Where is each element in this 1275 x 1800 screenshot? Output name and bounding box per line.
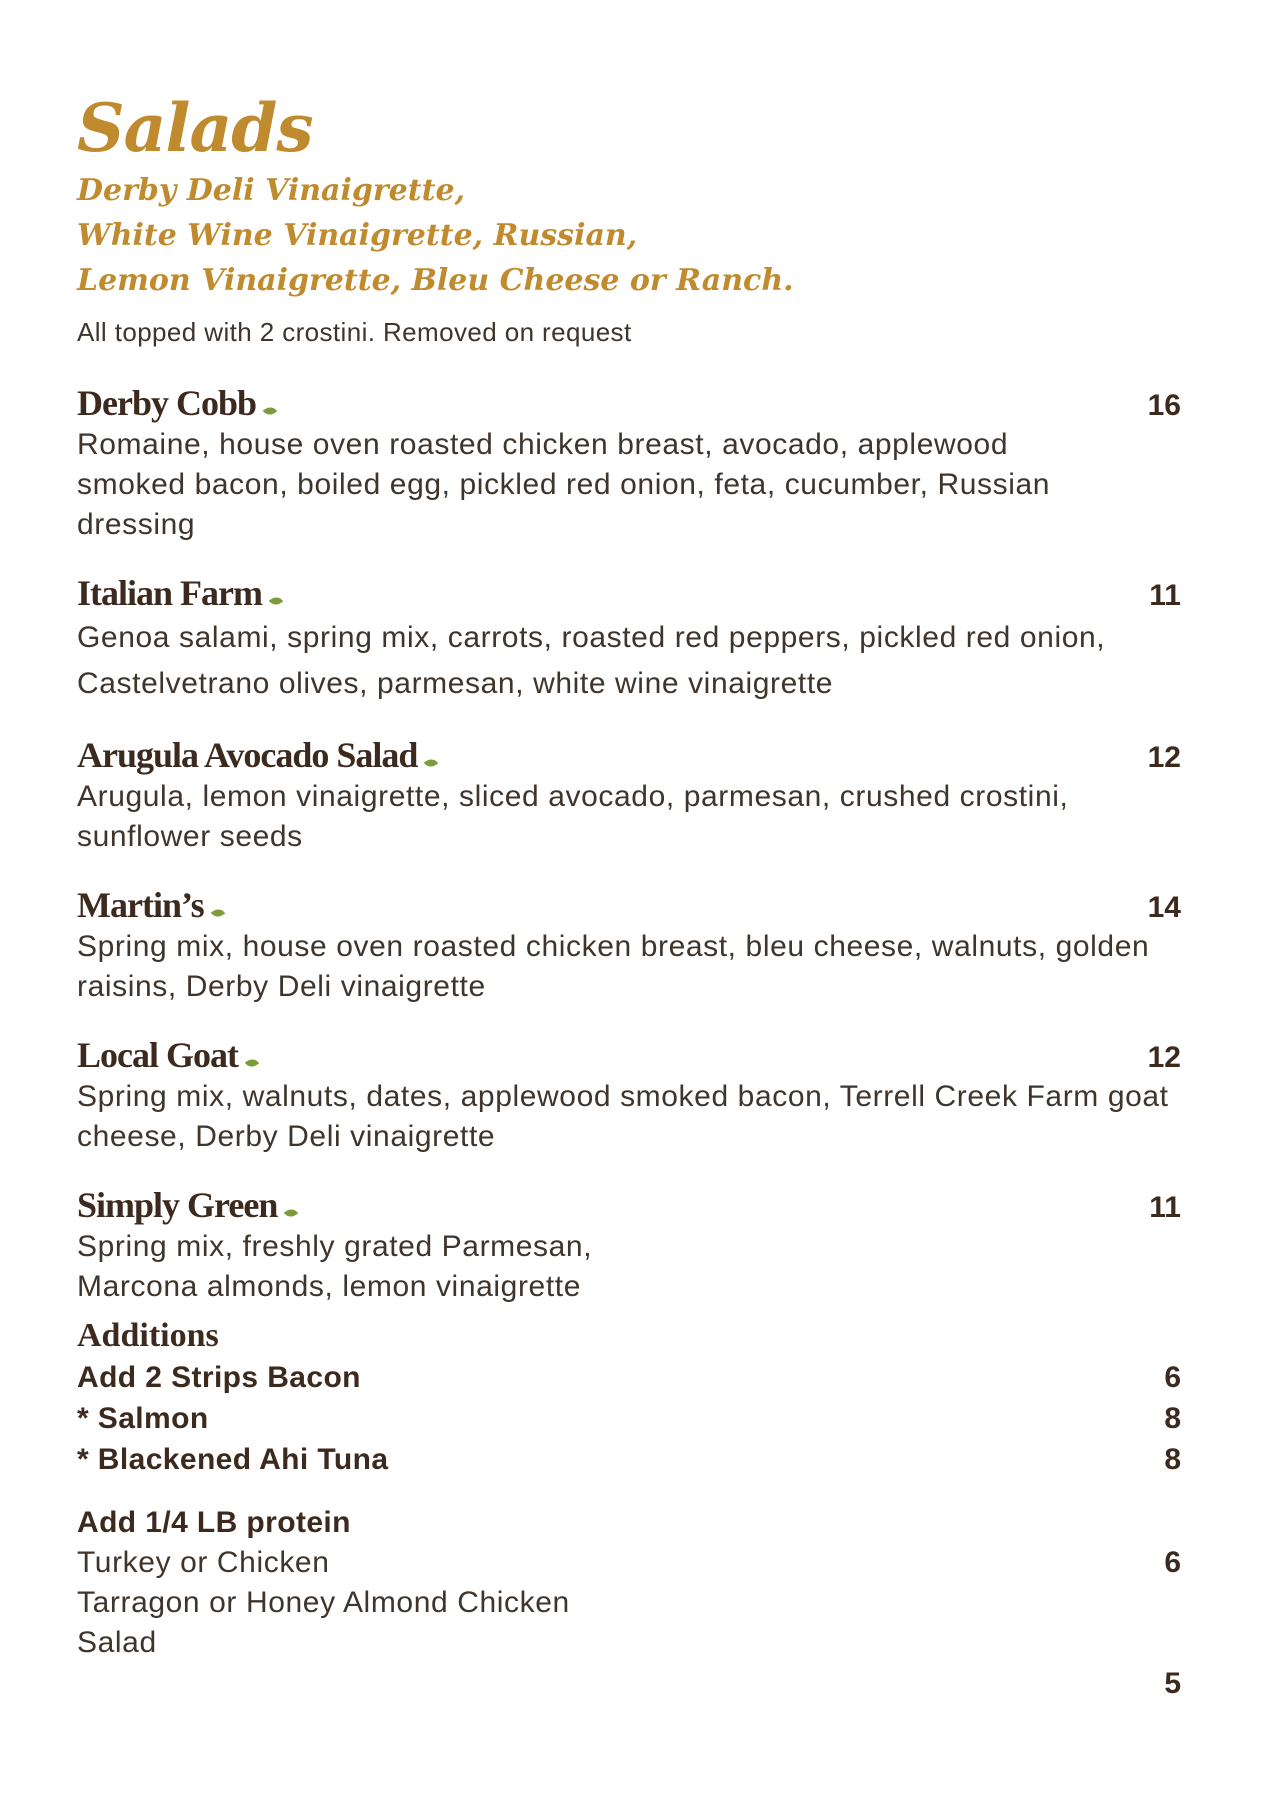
protein-title: Add 1/4 LB protein — [77, 1506, 351, 1539]
leaf-icon — [263, 404, 277, 417]
item-description: Spring mix, walnuts, dates, applewood smoked bacon, Terrell Creek Farm goat cheese, Derby Deli vinaigrette — [77, 1080, 1169, 1153]
salad-list — [77, 381, 1185, 1307]
protein-price: 5 — [1164, 1667, 1181, 1700]
addition-row — [77, 1357, 1181, 1398]
menu-item-simply-green — [77, 1183, 1185, 1307]
item-name: Simply Green — [77, 1185, 278, 1225]
crostini-note: All topped with 2 crostini. Removed on request — [77, 317, 632, 347]
item-name: Martin’s — [77, 885, 204, 925]
item-description-line: Marcona almonds, lemon vinaigrette — [77, 1270, 581, 1303]
dressing-line: Derby Deli Vinaigrette, — [77, 173, 466, 208]
protein-row — [77, 1543, 1181, 1583]
item-price: 14 — [1147, 891, 1181, 924]
addition-row — [77, 1439, 1181, 1480]
leaf-icon — [269, 594, 283, 607]
protein-row — [77, 1667, 1181, 1701]
item-description: Genoa salami, spring mix, carrots, roasted red peppers, pickled red onion, Castelvetrano olives, parmesan, white wine vinaigrette — [77, 621, 1106, 700]
addition-price: 8 — [1164, 1443, 1181, 1476]
protein-section — [77, 1502, 1185, 1701]
dressing-line: White Wine Vinaigrette, Russian, — [77, 218, 638, 253]
menu-item-arugula-avocado-salad — [77, 733, 1185, 857]
item-price: 12 — [1147, 741, 1181, 774]
menu-item-italian-farm — [77, 571, 1185, 707]
addition-label: * Blackened Ahi Tuna — [77, 1443, 389, 1476]
leaf-icon — [424, 756, 438, 769]
leaf-icon — [210, 906, 224, 919]
protein-price: 6 — [1164, 1546, 1181, 1579]
additions-title: Additions — [77, 1317, 219, 1354]
dressing-options — [77, 168, 1185, 303]
item-description: Arugula, lemon vinaigrette, sliced avocado, parmesan, crushed crostini, sunflower seeds — [77, 780, 1069, 853]
item-description-line: Spring mix, freshly grated Parmesan, — [77, 1230, 593, 1263]
item-name: Arugula Avocado Salad — [77, 735, 418, 775]
addition-price: 6 — [1164, 1361, 1181, 1394]
item-description: Romaine, house oven roasted chicken breast, avocado, applewood smoked bacon, boiled egg, pickled red onion, feta, cucumber, Russian dressing — [77, 428, 1051, 541]
addition-row — [77, 1398, 1181, 1439]
addition-label: * Salmon — [77, 1402, 209, 1435]
menu-item-martins — [77, 883, 1185, 1007]
protein-option: Tarragon or Honey Almond Chicken — [77, 1586, 570, 1619]
addition-price: 8 — [1164, 1402, 1181, 1435]
item-name: Local Goat — [77, 1035, 238, 1075]
leaf-icon — [284, 1206, 298, 1219]
item-price: 11 — [1149, 1191, 1181, 1224]
additions-section — [77, 1315, 1185, 1701]
item-price: 11 — [1149, 579, 1181, 612]
menu-item-derby-cobb — [77, 381, 1185, 545]
addition-label: Add 2 Strips Bacon — [77, 1361, 361, 1394]
item-name: Italian Farm — [77, 573, 262, 613]
menu-page — [77, 90, 1185, 1701]
leaf-icon — [245, 1056, 259, 1069]
dressing-line: Lemon Vinaigrette, Bleu Cheese or Ranch. — [77, 263, 794, 298]
menu-item-local-goat — [77, 1033, 1185, 1157]
item-name: Derby Cobb — [77, 383, 257, 423]
item-price: 12 — [1147, 1041, 1181, 1074]
protein-option: Salad — [77, 1626, 157, 1659]
protein-option: Turkey or Chicken — [77, 1546, 330, 1579]
page-title: Salads — [77, 89, 313, 167]
item-description: Spring mix, house oven roasted chicken breast, bleu cheese, walnuts, golden raisins, Derby Deli vinaigrette — [77, 930, 1150, 1003]
item-price: 16 — [1147, 389, 1181, 422]
